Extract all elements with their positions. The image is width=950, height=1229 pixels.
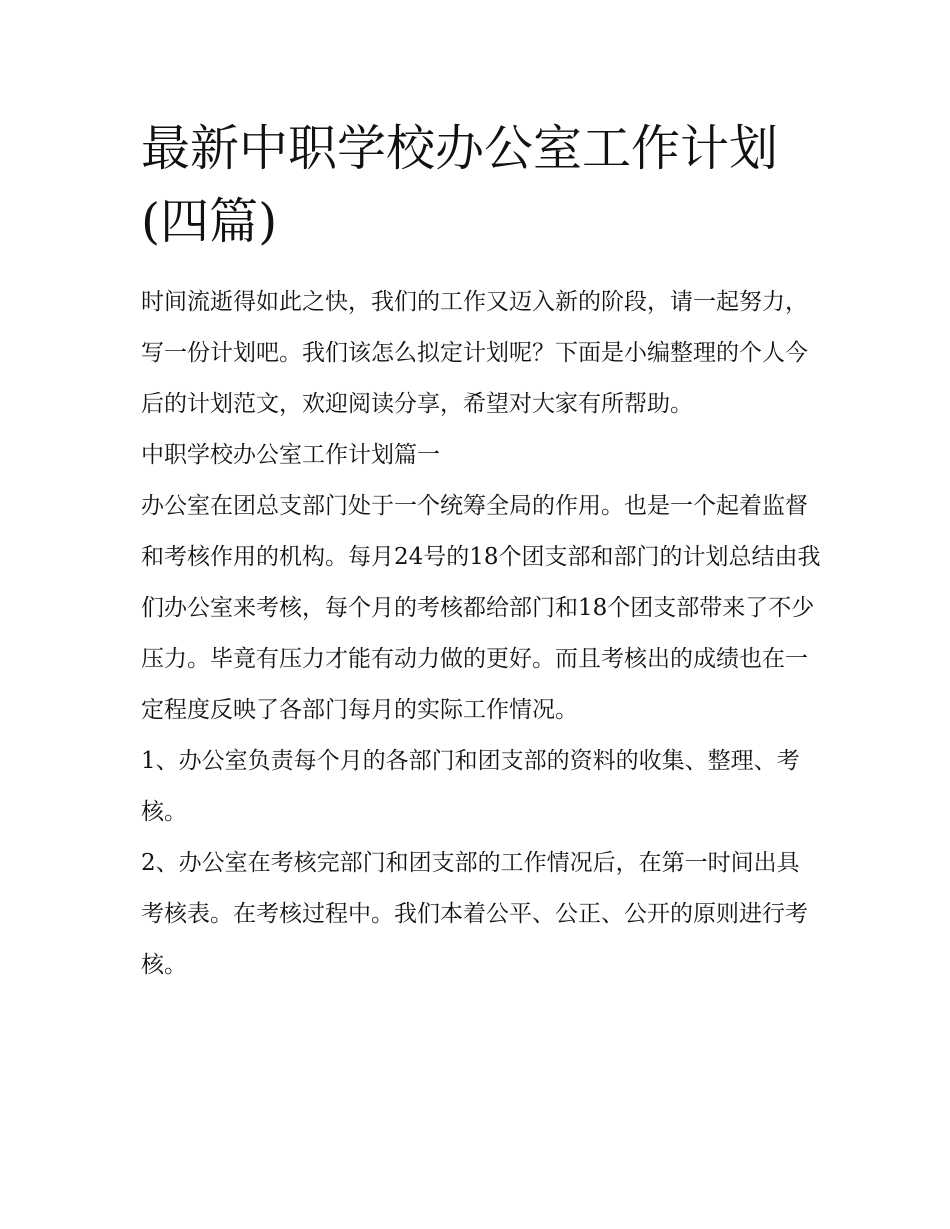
section-heading: 中职学校办公室工作计划篇一 xyxy=(141,442,440,468)
document-body xyxy=(141,112,821,991)
list-item: 1、办公室负责每个月的各部门和团支部的资料的收集、整理、考核。 xyxy=(141,748,800,825)
document-title: 最新中职学校办公室工作计划(四篇) xyxy=(141,120,779,250)
list-item: 2、办公室在考核完部门和团支部的工作情况后，在第一时间出具考核表。在考核过程中。我们本着公平、公正、公开的原则进行考核。 xyxy=(141,850,808,978)
body-paragraph: 办公室在团总支部门处于一个统筹全局的作用。也是一个起着监督和考核作用的机构。每月24号的18个团支部和部门的计划总结由我们办公室来考核，每个月的考核都给部门和18个团支部带来了不少压力。毕竟有压力才能有动力做的更好。而且考核出的成绩也在一定程度反映了各部门每月的实际工作情况。 xyxy=(141,493,821,723)
intro-paragraph: 时间流逝得如此之快，我们的工作又迈入新的阶段，请一起努力，写一份计划吧。我们该怎么拟定计划呢？下面是小编整理的个人今后的计划范文，欢迎阅读分享，希望对大家有所帮助。 xyxy=(141,289,808,417)
